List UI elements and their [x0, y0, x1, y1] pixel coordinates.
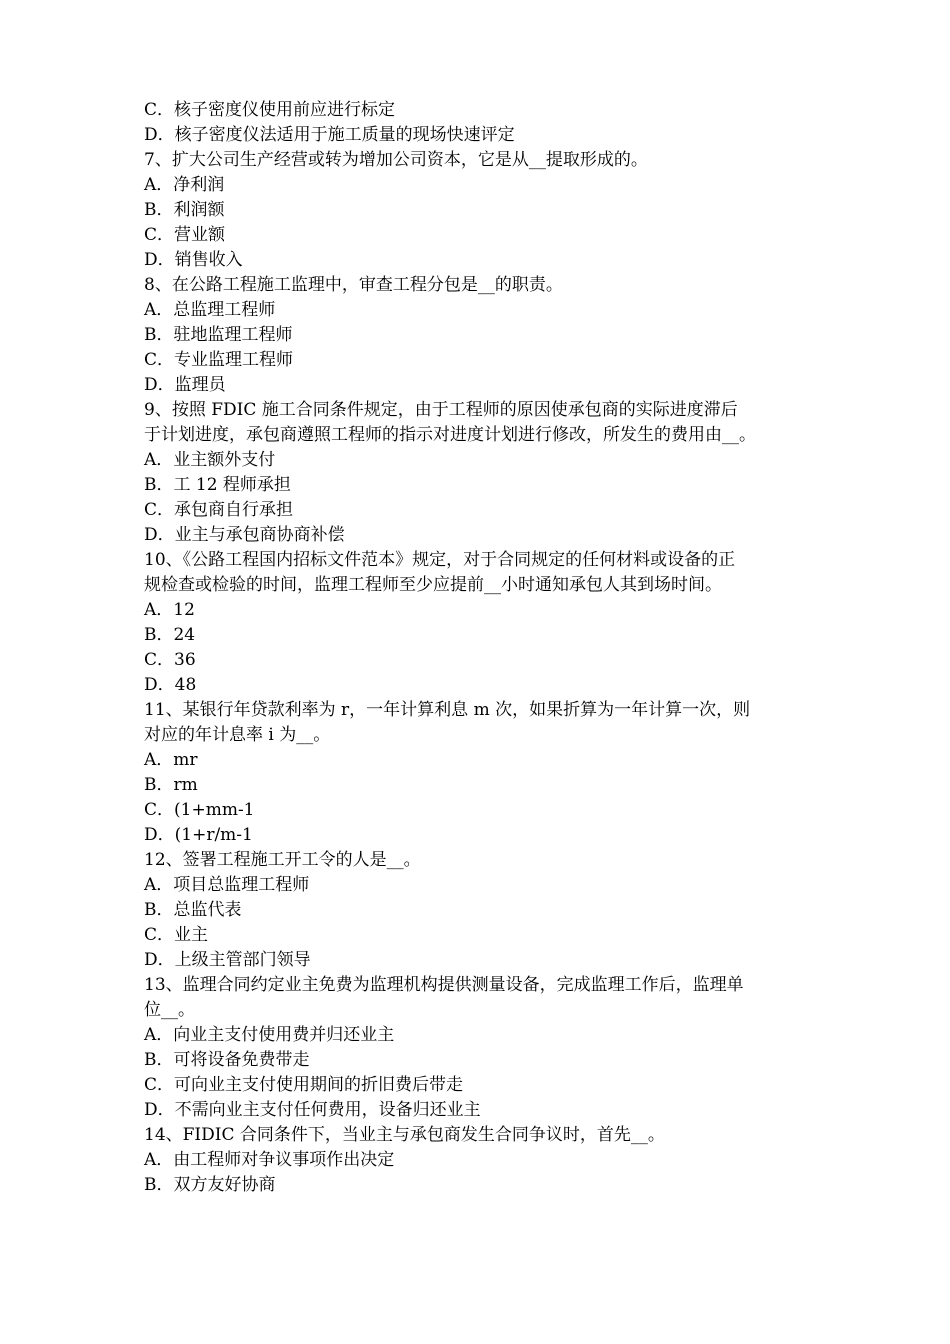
option-a: A．总监理工程师 — [144, 300, 276, 320]
option-d: D．(1+r/m-1 — [144, 825, 253, 845]
option-b: B．工 12 程师承担 — [144, 475, 291, 495]
question-10-line-1: 10、《公路工程国内招标文件范本》规定，对于合同规定的任何材料或设备的正 — [144, 550, 736, 570]
option-c: C．可向业主支付使用期间的折旧费后带走 — [144, 1075, 464, 1095]
question-13-line-1: 13、监理合同约定业主免费为监理机构提供测量设备，完成监理工作后，监理单 — [144, 975, 744, 995]
question-11-line-2: 对应的年计息率 i 为__。 — [144, 725, 331, 745]
question-7: 7、扩大公司生产经营或转为增加公司资本，它是从__提取形成的。 — [144, 150, 648, 170]
option-a: A．业主额外支付 — [144, 450, 276, 470]
option-a: A．向业主支付使用费并归还业主 — [144, 1025, 395, 1045]
option-b: B．rm — [144, 775, 198, 795]
option-a: A．净利润 — [144, 175, 225, 195]
option-c: C．核子密度仪使用前应进行标定 — [144, 100, 396, 120]
option-d: D．48 — [144, 675, 197, 695]
question-9-line-2: 于计划进度，承包商遵照工程师的指示对进度计划进行修改，所发生的费用由__。 — [144, 425, 756, 445]
question-13-line-2: 位__。 — [144, 1000, 195, 1020]
option-c: C．36 — [144, 650, 196, 670]
option-a: A．项目总监理工程师 — [144, 875, 310, 895]
question-10-line-2: 规检查或检验的时间，监理工程师至少应提前__小时通知承包人其到场时间。 — [144, 575, 722, 595]
option-d: D．上级主管部门领导 — [144, 950, 311, 970]
option-c: C．专业监理工程师 — [144, 350, 294, 370]
option-a: A．mr — [144, 750, 198, 770]
option-d: D．业主与承包商协商补偿 — [144, 525, 345, 545]
question-12: 12、签署工程施工开工令的人是__。 — [144, 850, 421, 870]
option-b: B．利润额 — [144, 200, 225, 220]
question-8: 8、在公路工程施工监理中，审查工程分包是__的职责。 — [144, 275, 563, 295]
option-d: D．核子密度仪法适用于施工质量的现场快速评定 — [144, 125, 515, 145]
option-a: A．由工程师对争议事项作出决定 — [144, 1150, 395, 1170]
option-b: B．可将设备免费带走 — [144, 1050, 310, 1070]
option-d: D．销售收入 — [144, 250, 243, 270]
option-c: C．(1+mm-1 — [144, 800, 255, 820]
option-c: C．业主 — [144, 925, 209, 945]
option-c: C．承包商自行承担 — [144, 500, 294, 520]
option-b: B．驻地监理工程师 — [144, 325, 293, 345]
option-a: A．12 — [144, 600, 195, 620]
document-body — [144, 98, 808, 1198]
question-11-line-1: 11、某银行年贷款利率为 r，一年计算利息 m 次，如果折算为一年计算一次，则 — [144, 700, 751, 720]
question-9-line-1: 9、按照 FDIC 施工合同条件规定，由于工程师的原因使承包商的实际进度滞后 — [144, 400, 738, 420]
option-b: B．双方友好协商 — [144, 1175, 276, 1195]
option-b: B．总监代表 — [144, 900, 242, 920]
option-d: D．不需向业主支付任何费用，设备归还业主 — [144, 1100, 481, 1120]
option-c: C．营业额 — [144, 225, 226, 245]
option-d: D．监理员 — [144, 375, 226, 395]
option-b: B．24 — [144, 625, 196, 645]
question-14: 14、FIDIC 合同条件下，当业主与承包商发生合同争议时，首先__。 — [144, 1125, 665, 1145]
